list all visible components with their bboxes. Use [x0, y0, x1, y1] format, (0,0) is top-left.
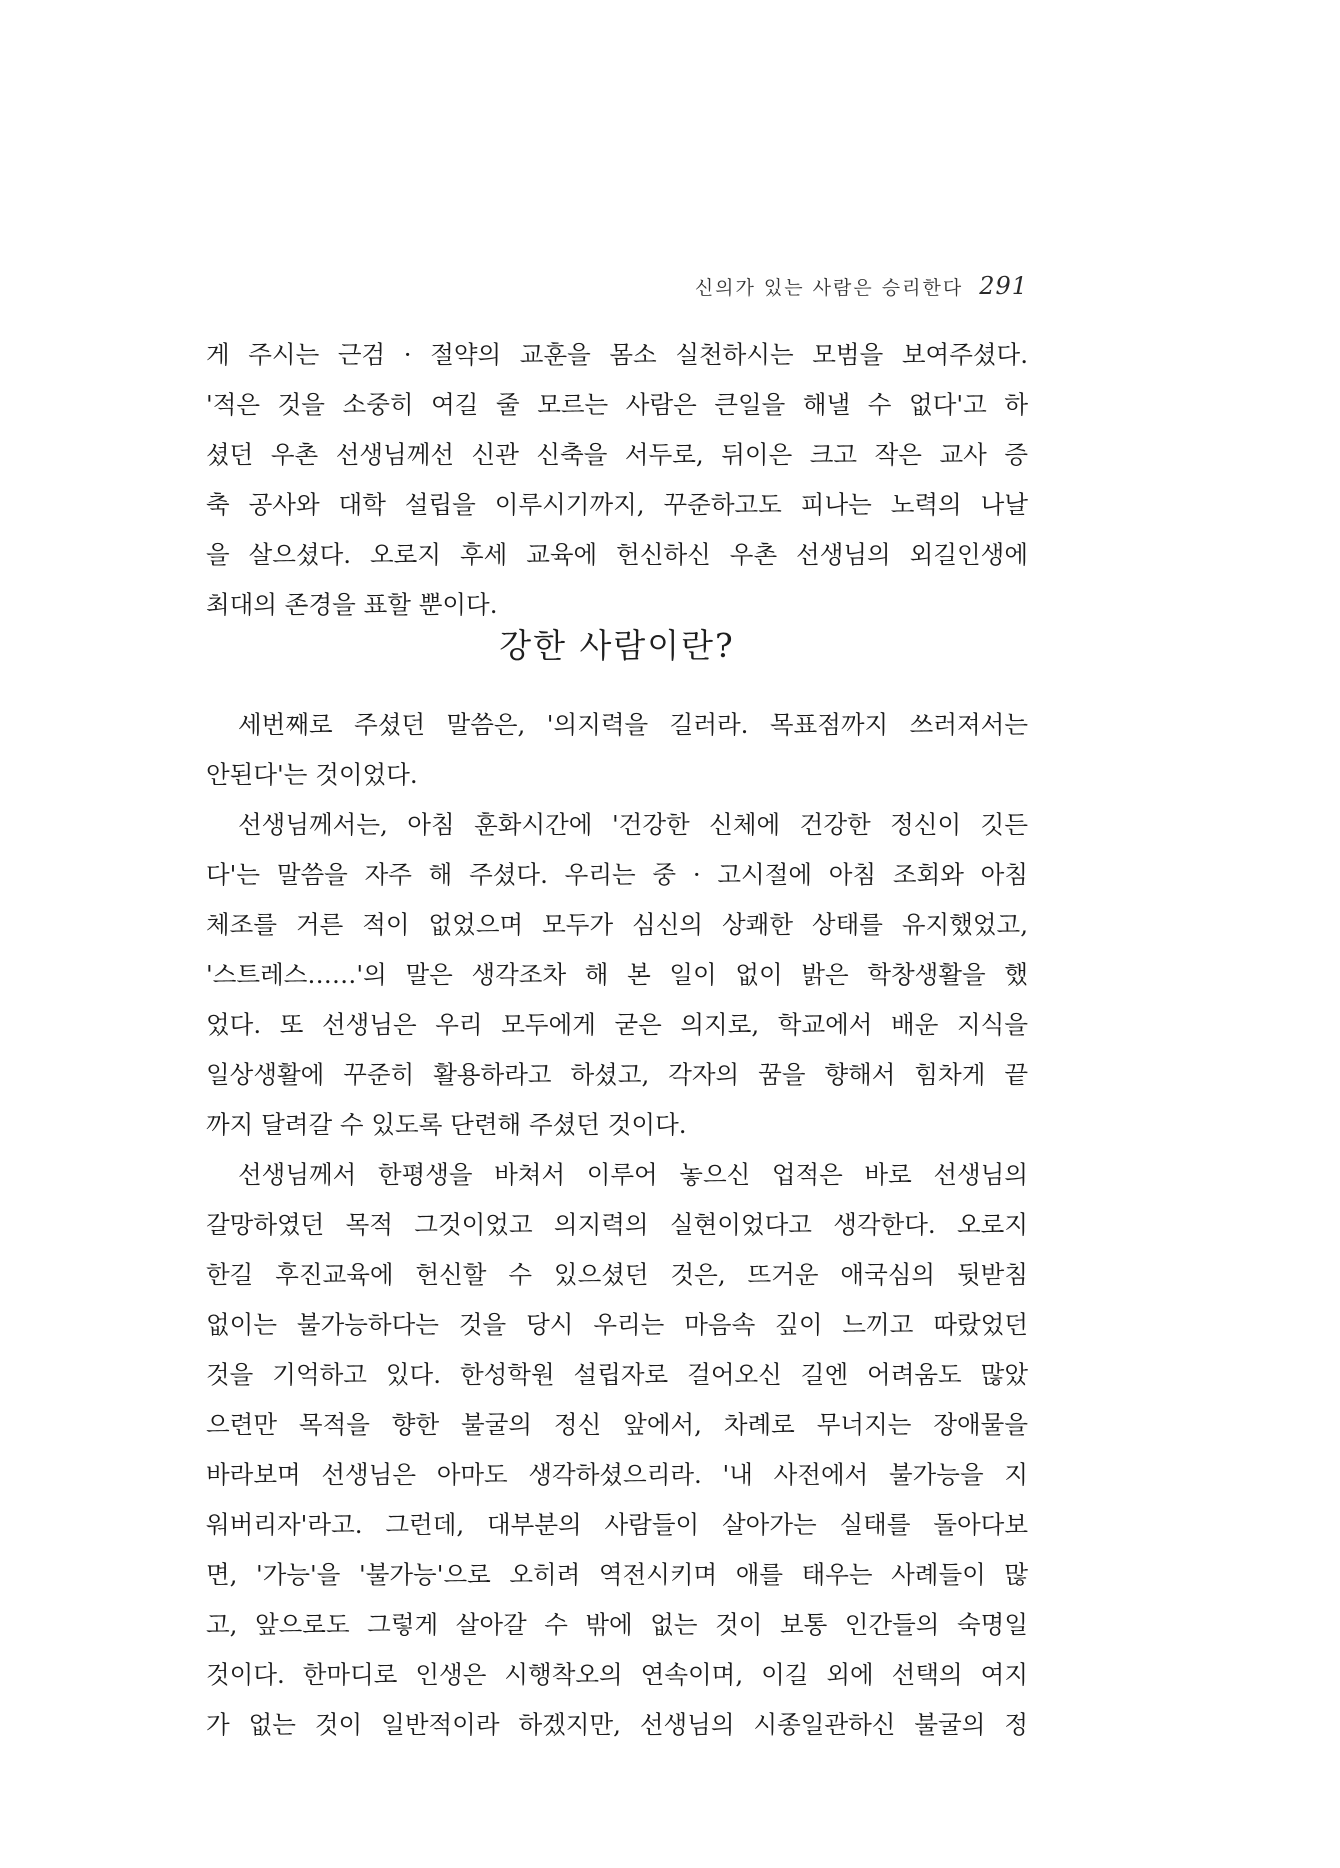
- text-line: 었다. 또 선생님은 우리 모두에게 굳은 의지로, 학교에서 배운 지식을: [206, 1010, 1028, 1039]
- section-body: [206, 700, 1028, 1750]
- text-line: 게 주시는 근검 · 절약의 교훈을 몸소 실천하시는 모범을 보여주셨다.: [206, 340, 1028, 369]
- text-line: 면, '가능'을 '불가능'으로 오히려 역전시키며 애를 태우는 사례들이 많: [206, 1560, 1028, 1589]
- page-number: 291: [979, 272, 1028, 300]
- text-line: 안된다'는 것이었다.: [206, 760, 418, 789]
- text-line: 것을 기억하고 있다. 한성학원 설립자로 걸어오신 길엔 어려움도 많았: [206, 1360, 1028, 1389]
- running-title: 신의가 있는 사람은 승리한다: [694, 277, 964, 299]
- text-line: '스트레스……'의 말은 생각조차 해 본 일이 없이 밝은 학창생활을 했: [206, 960, 1028, 989]
- text-line: 축 공사와 대학 설립을 이루시기까지, 꾸준하고도 피나는 노력의 나날: [206, 490, 1028, 519]
- text-line: 최대의 존경을 표할 뿐이다.: [206, 590, 498, 619]
- text-line: 까지 달려갈 수 있도록 단련해 주셨던 것이다.: [206, 1110, 687, 1139]
- intro-paragraph: [206, 330, 1028, 630]
- text-line: 세번째로 주셨던 말씀은, '의지력을 길러라. 목표점까지 쓰러져서는: [238, 710, 1028, 739]
- text-line: 갈망하였던 목적 그것이었고 의지력의 실현이었다고 생각한다. 오로지: [206, 1210, 1028, 1239]
- text-line: 체조를 거른 적이 없었으며 모두가 심신의 상쾌한 상태를 유지했었고,: [206, 910, 1028, 939]
- text-line: 바라보며 선생님은 아마도 생각하셨으리라. '내 사전에서 불가능을 지: [206, 1460, 1028, 1489]
- text-line: 셨던 우촌 선생님께선 신관 신축을 서두로, 뒤이은 크고 작은 교사 증: [206, 440, 1028, 469]
- running-header: [695, 272, 1028, 300]
- section-heading: 강한 사람이란?: [499, 626, 735, 665]
- text-line: 선생님께서는, 아침 훈화시간에 '건강한 신체에 건강한 정신이 깃든: [238, 810, 1028, 839]
- text-line: 으련만 목적을 향한 불굴의 정신 앞에서, 차례로 무너지는 장애물을: [206, 1410, 1028, 1439]
- text-line: 가 없는 것이 일반적이라 하겠지만, 선생님의 시종일관하신 불굴의 정: [206, 1710, 1028, 1739]
- text-line: 것이다. 한마디로 인생은 시행착오의 연속이며, 이길 외에 선택의 여지: [206, 1660, 1028, 1689]
- text-line: 워버리자'라고. 그런데, 대부분의 사람들이 살아가는 실태를 돌아다보: [206, 1510, 1028, 1539]
- text-line: 선생님께서 한평생을 바쳐서 이루어 놓으신 업적은 바로 선생님의: [238, 1160, 1028, 1189]
- text-line: 고, 앞으로도 그렇게 살아갈 수 밖에 없는 것이 보통 인간들의 숙명일: [206, 1610, 1028, 1639]
- text-line: '적은 것을 소중히 여길 줄 모르는 사람은 큰일을 해낼 수 없다'고 하: [206, 390, 1028, 419]
- text-line: 을 살으셨다. 오로지 후세 교육에 헌신하신 우촌 선생님의 외길인생에: [206, 540, 1028, 569]
- text-line: 한길 후진교육에 헌신할 수 있으셨던 것은, 뜨거운 애국심의 뒷받침: [206, 1260, 1028, 1289]
- text-line: 다'는 말씀을 자주 해 주셨다. 우리는 중 · 고시절에 아침 조회와 아침: [206, 860, 1028, 889]
- text-line: 없이는 불가능하다는 것을 당시 우리는 마음속 깊이 느끼고 따랐었던: [206, 1310, 1028, 1339]
- text-line: 일상생활에 꾸준히 활용하라고 하셨고, 각자의 꿈을 향해서 힘차게 끝: [206, 1060, 1028, 1089]
